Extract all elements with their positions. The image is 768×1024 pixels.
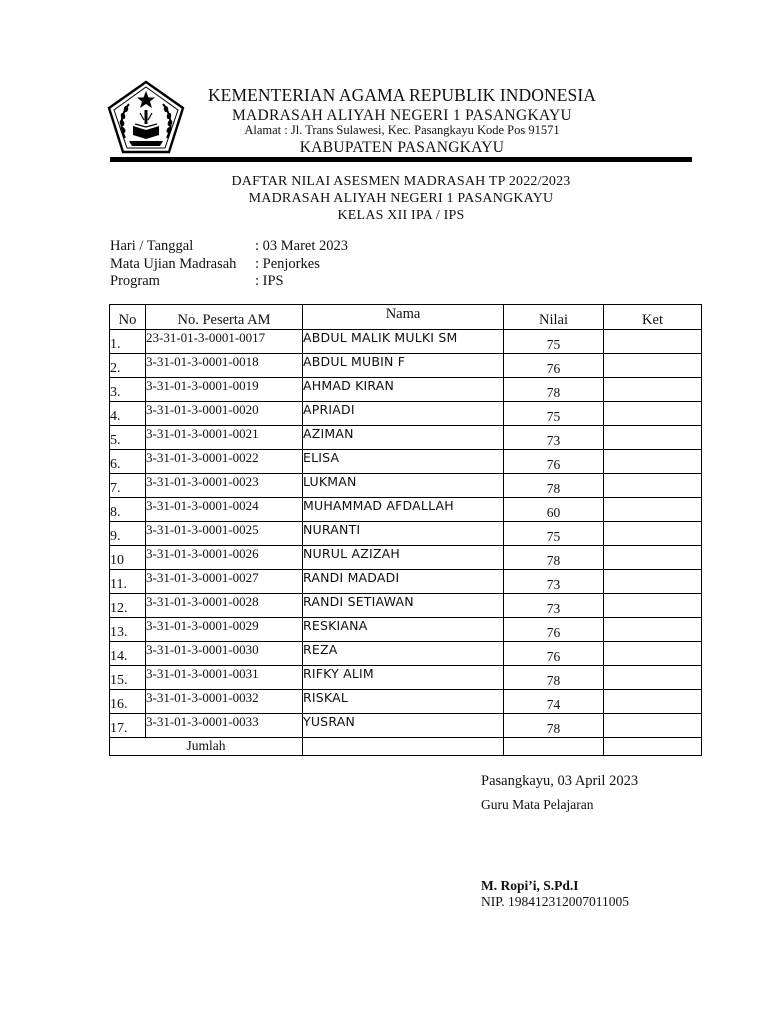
table-header-row xyxy=(110,305,702,330)
table-row xyxy=(110,450,702,474)
participant-number: 3-31-01-3-0001-0026 xyxy=(146,546,303,570)
header-no: No xyxy=(110,305,146,330)
table-row xyxy=(110,522,702,546)
student-name: ELISA xyxy=(303,450,504,474)
total-nilai-cell xyxy=(504,738,604,756)
row-number: 5. xyxy=(110,426,146,450)
participant-number: 3-31-01-3-0001-0023 xyxy=(146,474,303,498)
grades-table xyxy=(109,304,702,756)
score: 75 xyxy=(504,330,604,354)
regency-name: KABUPATEN PASANGKAYU xyxy=(299,139,505,156)
info-value: : Penjorkes xyxy=(255,256,320,272)
total-nama-cell xyxy=(303,738,504,756)
remarks xyxy=(604,666,702,690)
remarks xyxy=(604,690,702,714)
row-number: 10 xyxy=(110,546,146,570)
student-name: NURUL AZIZAH xyxy=(303,546,504,570)
remarks xyxy=(604,450,702,474)
row-number: 13. xyxy=(110,618,146,642)
table-row xyxy=(110,474,702,498)
participant-number: 23-31-01-3-0001-0017 xyxy=(146,330,303,354)
participant-number: 3-31-01-3-0001-0021 xyxy=(146,426,303,450)
row-number: 7. xyxy=(110,474,146,498)
remarks xyxy=(604,618,702,642)
table-row xyxy=(110,642,702,666)
total-label: Jumlah xyxy=(110,738,303,756)
score: 78 xyxy=(504,714,604,738)
row-number: 6. xyxy=(110,450,146,474)
table-row xyxy=(110,354,702,378)
student-name: MUHAMMAD AFDALLAH xyxy=(303,498,504,522)
class-label: KELAS XII IPA / IPS xyxy=(337,208,465,223)
student-name: LUKMAN xyxy=(303,474,504,498)
student-name: RANDI SETIAWAN xyxy=(303,594,504,618)
student-name: YUSRAN xyxy=(303,714,504,738)
table-row xyxy=(110,618,702,642)
signature-name: M. Ropi’i, S.Pd.I xyxy=(481,878,579,893)
student-name: RISKAL xyxy=(303,690,504,714)
score: 76 xyxy=(504,642,604,666)
row-number: 3. xyxy=(110,378,146,402)
participant-number: 3-31-01-3-0001-0027 xyxy=(146,570,303,594)
info-date xyxy=(110,238,348,255)
participant-number: 3-31-01-3-0001-0025 xyxy=(146,522,303,546)
score: 76 xyxy=(504,618,604,642)
participant-number: 3-31-01-3-0001-0030 xyxy=(146,642,303,666)
school-name: MADRASAH ALIYAH NEGERI 1 PASANGKAYU xyxy=(231,107,573,124)
participant-number: 3-31-01-3-0001-0024 xyxy=(146,498,303,522)
score: 76 xyxy=(504,354,604,378)
student-name: REZA xyxy=(303,642,504,666)
student-name: AZIMAN xyxy=(303,426,504,450)
remarks xyxy=(604,522,702,546)
student-name: RANDI MADADI xyxy=(303,570,504,594)
participant-number: 3-31-01-3-0001-0022 xyxy=(146,450,303,474)
total-ket-cell xyxy=(604,738,702,756)
remarks xyxy=(604,330,702,354)
info-label: Hari / Tanggal xyxy=(110,238,194,254)
row-number: 16. xyxy=(110,690,146,714)
participant-number: 3-31-01-3-0001-0033 xyxy=(146,714,303,738)
ministry-name: KEMENTERIAN AGAMA REPUBLIK INDONESIA xyxy=(207,85,597,105)
row-number: 17. xyxy=(110,714,146,738)
info-value: : 03 Maret 2023 xyxy=(255,238,349,254)
document-title: DAFTAR NILAI ASESMEN MADRASAH TP 2022/2023 xyxy=(231,174,571,189)
score: 78 xyxy=(504,378,604,402)
school-address: Alamat : Jl. Trans Sulawesi, Kec. Pasangkayu Kode Pos 91571 xyxy=(244,123,560,137)
participant-number: 3-31-01-3-0001-0029 xyxy=(146,618,303,642)
remarks xyxy=(604,498,702,522)
score: 75 xyxy=(504,522,604,546)
participant-number: 3-31-01-3-0001-0032 xyxy=(146,690,303,714)
remarks xyxy=(604,474,702,498)
header-ket: Ket xyxy=(604,305,702,330)
student-name: APRIADI xyxy=(303,402,504,426)
participant-number: 3-31-01-3-0001-0020 xyxy=(146,402,303,426)
row-number: 4. xyxy=(110,402,146,426)
score: 73 xyxy=(504,594,604,618)
row-number: 11. xyxy=(110,570,146,594)
remarks xyxy=(604,402,702,426)
score: 78 xyxy=(504,666,604,690)
participant-number: 3-31-01-3-0001-0028 xyxy=(146,594,303,618)
student-name: RESKIANA xyxy=(303,618,504,642)
kemenag-emblem-icon xyxy=(107,80,185,154)
student-name: ABDUL MALIK MULKI SM xyxy=(303,330,504,354)
score: 76 xyxy=(504,450,604,474)
table-row xyxy=(110,330,702,354)
table-footer-row xyxy=(110,738,702,756)
participant-number: 3-31-01-3-0001-0019 xyxy=(146,378,303,402)
remarks xyxy=(604,594,702,618)
table-row xyxy=(110,594,702,618)
header-nilai: Nilai xyxy=(504,305,604,330)
score: 60 xyxy=(504,498,604,522)
student-name: RIFKY ALIM xyxy=(303,666,504,690)
signature-role: Guru Mata Pelajaran xyxy=(481,797,594,812)
remarks xyxy=(604,546,702,570)
student-name: ABDUL MUBIN F xyxy=(303,354,504,378)
score: 73 xyxy=(504,426,604,450)
row-number: 14. xyxy=(110,642,146,666)
signature-nip: NIP. 198412312007011005 xyxy=(481,894,630,909)
document-subtitle: MADRASAH ALIYAH NEGERI 1 PASANGKAYU xyxy=(248,191,554,206)
table-row xyxy=(110,690,702,714)
signature-place-date: Pasangkayu, 03 April 2023 xyxy=(481,773,639,789)
score: 74 xyxy=(504,690,604,714)
header-peserta: No. Peserta AM xyxy=(146,305,303,330)
participant-number: 3-31-01-3-0001-0018 xyxy=(146,354,303,378)
info-subject xyxy=(110,256,320,273)
remarks xyxy=(604,378,702,402)
table-row xyxy=(110,546,702,570)
table-row xyxy=(110,570,702,594)
header-nama: Nama xyxy=(303,305,504,330)
row-number: 12. xyxy=(110,594,146,618)
table-row xyxy=(110,378,702,402)
student-name: NURANTI xyxy=(303,522,504,546)
info-program xyxy=(110,273,284,290)
student-name: AHMAD KIRAN xyxy=(303,378,504,402)
table-row xyxy=(110,714,702,738)
table-row xyxy=(110,666,702,690)
row-number: 2. xyxy=(110,354,146,378)
info-value: : IPS xyxy=(255,273,284,289)
row-number: 9. xyxy=(110,522,146,546)
remarks xyxy=(604,426,702,450)
remarks xyxy=(604,354,702,378)
info-label: Program xyxy=(110,273,160,289)
row-number: 15. xyxy=(110,666,146,690)
remarks xyxy=(604,714,702,738)
info-label: Mata Ujian Madrasah xyxy=(110,256,237,272)
table-row xyxy=(110,402,702,426)
participant-number: 3-31-01-3-0001-0031 xyxy=(146,666,303,690)
table-row xyxy=(110,498,702,522)
score: 78 xyxy=(504,474,604,498)
letterhead-divider xyxy=(110,157,692,162)
remarks xyxy=(604,570,702,594)
score: 75 xyxy=(504,402,604,426)
table-row xyxy=(110,426,702,450)
score: 73 xyxy=(504,570,604,594)
remarks xyxy=(604,642,702,666)
row-number: 8. xyxy=(110,498,146,522)
row-number: 1. xyxy=(110,330,146,354)
score: 78 xyxy=(504,546,604,570)
